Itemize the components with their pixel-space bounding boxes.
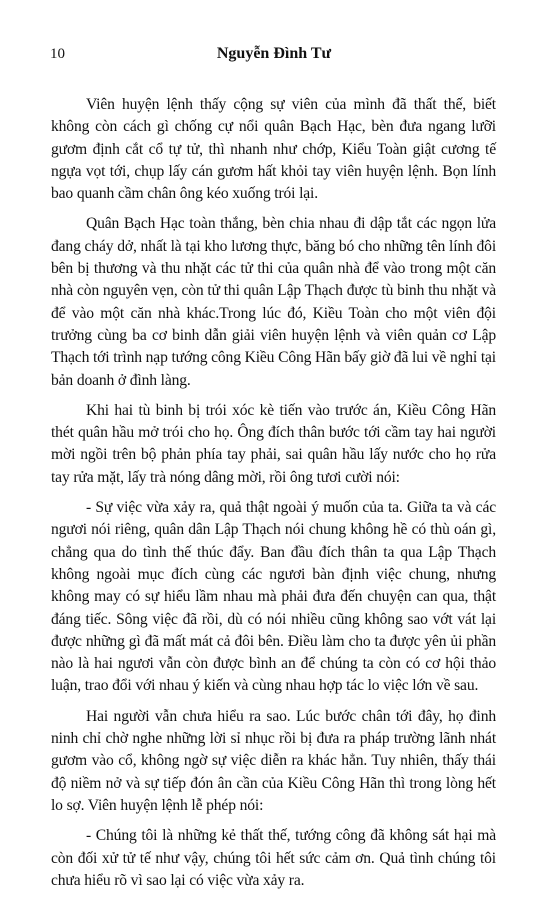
- paragraph: Viên huyện lệnh thấy cộng sự viên của mình đã thất thế, biết không còn cách gì chống cự nổi quân Bạch Hạc, bèn đưa ngang lưỡi gươm định cắt cổ tự tử, thì nhanh như chớp, Kiểu Toàn giật cương tế ngựa vọt tới, chụp lấy cán gươm hất khỏi tay viên huyện lệnh. Bọn lính bao quanh cầm chân ông kéo xuống trói lại.: [51, 96, 496, 203]
- body-text: [51, 94, 496, 900]
- paragraph: Quân Bạch Hạc toàn thắng, bèn chia nhau đi dập tắt các ngọn lửa đang cháy dở, nhất là tại kho lương thực, băng bó cho những tên lính đôi bên bị thương và thu nhặt các tử thi của quân nhà để vào trong một căn nhà còn nguyên vẹn, còn tử thi quân Lập Thạch được tù binh thu nhặt và để vào một căn nhà khác.Trong lúc đó, Kiều Toàn cho một viên đội trưởng cùng ba cơ binh dẫn giải viên huyện lệnh và viên quản cơ Lập Thạch tới trình nạp tướng công Kiều Công Hãn bấy giờ đã lui về nghỉ tại bản doanh ở đình làng.: [51, 215, 496, 389]
- paragraph: Hai người vẫn chưa hiểu ra sao. Lúc bước chân tới đây, họ đinh ninh chỉ chờ nghe những lời sỉ nhục rồi bị đưa ra pháp trường lãnh nhát gươm vào cổ, không ngờ sự việc diễn ra khác hẳn. Tuy nhiên, thấy thái độ niềm nở và sự tiếp đón ân cần của Kiều Công Hãn thì trong lòng hết lo sợ. Viên huyện lệnh lễ phép nói:: [51, 707, 496, 814]
- running-title-author: Nguyễn Đình Tư: [216, 45, 332, 62]
- paragraph-dialogue: - Sự việc vừa xảy ra, quả thật ngoài ý muốn của ta. Giữa ta và các ngươi nói riêng, quân dân Lập Thạch nói chung không hề có thù oán gì, chẳng qua do tình thế thúc đẩy. Ban đầu đích thân ta qua Lập Thạch không ngoài mục đích cùng các ngươi bàn định việc chung, nhưng không may có sự hiểu lầm nhau mà phải đưa đến chuyện can qua, thật đáng tiếc. Sông việc đã rồi, dù có nói nhiều cũng không sao vớt vát lại được những gì đã mất mát cả đôi bên. Điều làm cho ta được yên ủi phần nào là hai ngươi vẫn còn được bình an để chúng ta còn có cơ hội thảo luận, trao đổi với nhau ý kiến và cùng nhau hợp tác lo việc lớn về sau.: [51, 499, 496, 695]
- page-number: 10: [50, 46, 65, 62]
- paragraph-dialogue: - Chúng tôi là những kẻ thất thế, tướng công đã không sát hại mà còn đối xử tử tế như vậy, chúng tôi hết sức cảm ơn. Quả tình chúng tôi chưa hiểu rõ vì sao lại có việc vừa xảy ra.: [51, 827, 496, 889]
- page-header: [50, 44, 498, 68]
- paragraph: Khi hai tù binh bị trói xóc kè tiến vào trước án, Kiều Công Hãn thét quân hầu mở trói cho họ. Ông đích thân bước tới cầm tay hai người mời ngồi trên bộ phản phía tay phải, sai quân hầu lấy nước cho họ rửa tay rửa mặt, lấy trà nóng dâng mời, rồi ông tươi cười nói:: [51, 401, 496, 486]
